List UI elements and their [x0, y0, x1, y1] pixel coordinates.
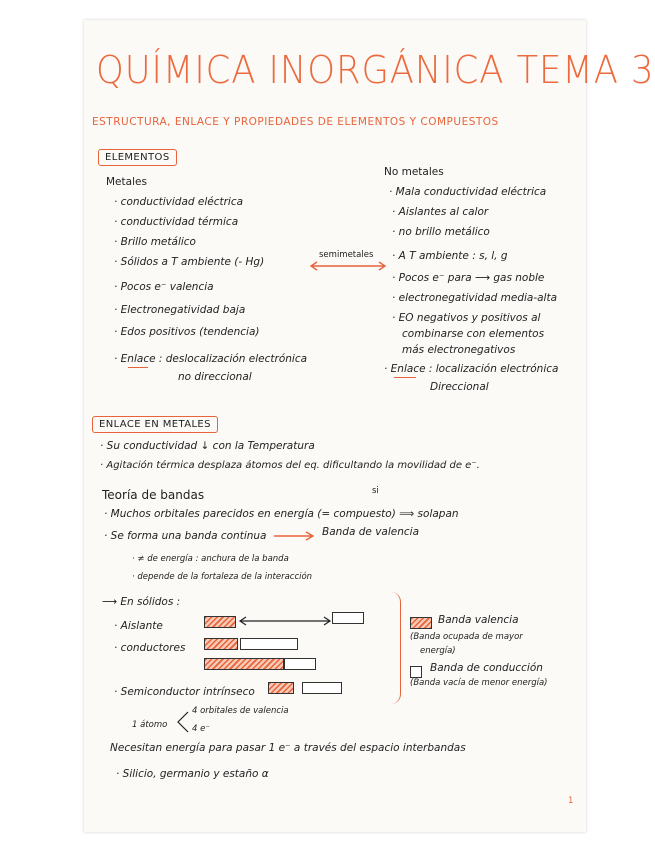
no-metales-enlace-line2: Direccional	[430, 381, 489, 393]
no-metales-item: combinarse con elementos	[402, 328, 545, 340]
no-metales-item: · Aislantes al calor	[392, 206, 489, 218]
enlace-metales-line: · Agitación térmica desplaza átomos del eq. dificultando la movilidad de e⁻.	[100, 460, 480, 471]
bandas-item: · Se forma una banda continua	[104, 530, 267, 542]
metales-enlace	[114, 353, 307, 365]
page-number: 1	[568, 796, 574, 806]
no-metales-item: · A T ambiente : s, l, g	[392, 250, 508, 262]
footer-line: · Silicio, germanio y estaño α	[116, 768, 269, 780]
metales-item: · conductividad térmica	[114, 216, 239, 228]
conductor-overlap-band	[204, 658, 284, 670]
metales-item: · Brillo metálico	[114, 236, 196, 248]
metales-item: · conductividad eléctrica	[114, 196, 244, 208]
aislante-label: · Aislante	[114, 620, 163, 632]
no-metales-item: · Mala conductividad eléctrica	[389, 186, 547, 198]
teoria-bandas-heading: Teoría de bandas	[102, 488, 205, 502]
atomo-electrones: 4 e⁻	[192, 724, 210, 734]
underline-mark	[128, 367, 148, 368]
atomo-label: 1 átomo	[132, 720, 168, 730]
no-metales-item: · EO negativos y positivos al	[392, 312, 541, 324]
banda-valencia-label: Banda de valencia	[322, 526, 419, 538]
legend-valencia-desc: (Banda ocupada de mayor	[410, 632, 523, 642]
semiconductor-conduction-band	[302, 682, 342, 694]
metales-item: · Edos positivos (tendencia)	[114, 326, 260, 338]
section-enlace-metales: ENLACE EN METALES	[92, 416, 218, 433]
metales-enlace-line2: no direccional	[178, 371, 252, 383]
semiconductor-label: · Semiconductor intrínseco	[114, 686, 255, 698]
page-subtitle: ESTRUCTURA, ENLACE Y PROPIEDADES DE ELEMENTOS Y COMPUESTOS	[92, 116, 499, 128]
bandas-subitem: · depende de la fortaleza de la interacción	[132, 572, 313, 582]
bandas-subitem: · ≠ de energía : anchura de la banda	[132, 554, 289, 564]
legend-brace	[390, 592, 401, 704]
band-gap-arrow-icon	[238, 615, 332, 627]
no-metales-enlace-line1: · Enlace : localización electrónica	[384, 363, 559, 375]
section-elementos: ELEMENTOS	[98, 149, 177, 166]
bandas-item: · Muchos orbitales parecidos en energía (= compuesto) ⟹ solapan	[104, 508, 459, 520]
aislante-valence-band	[204, 616, 236, 628]
legend-conduccion: Banda de conducción	[430, 662, 543, 674]
no-metales-item: · Pocos e⁻ para ⟶ gas noble	[392, 272, 545, 284]
branch-icon	[176, 710, 190, 734]
no-metales-heading: No metales	[384, 166, 444, 178]
no-metales-item: · no brillo metálico	[392, 226, 490, 238]
conductor-conduction-band-2	[284, 658, 316, 670]
double-arrow-icon	[308, 260, 388, 272]
conductor-conduction-band-1	[240, 638, 298, 650]
legend-valence-swatch	[410, 617, 432, 629]
conductor-valence-band-1	[204, 638, 238, 650]
arrow-right-icon	[272, 530, 316, 542]
metales-item: · Sólidos a T ambiente (- Hg)	[114, 256, 265, 268]
legend-conduction-swatch	[410, 666, 422, 678]
metales-enlace-line1: · Enlace : deslocalización electrónica	[114, 353, 308, 365]
no-metales-item: más electronegativos	[402, 344, 516, 356]
semimetales-label: semimetales	[319, 250, 374, 260]
aislante-conduction-band	[332, 612, 364, 624]
enlace-metales-line: · Su conductividad ↓ con la Temperatura	[100, 440, 315, 452]
underline-mark	[394, 377, 416, 378]
atomo-orbitales: 4 orbitales de valencia	[192, 706, 289, 716]
legend-valencia: Banda valencia	[438, 614, 519, 626]
semiconductor-valence-band	[268, 682, 294, 694]
si-note: si	[372, 486, 379, 496]
notebook-page	[84, 20, 655, 832]
no-metales-item: · electronegatividad media-alta	[392, 292, 558, 304]
legend-conduccion-desc: (Banda vacía de menor energía)	[410, 678, 548, 688]
legend-valencia-desc: energía)	[420, 646, 456, 656]
page-title: QUÍMICA INORGÁNICA TEMA 3	[96, 48, 655, 92]
metales-item: · Pocos e⁻ valencia	[114, 281, 214, 293]
metales-heading: Metales	[106, 176, 147, 188]
footer-line: Necesitan energía para pasar 1 e⁻ a través del espacio interbandas	[110, 742, 466, 754]
conductores-label: · conductores	[114, 642, 186, 654]
en-solidos-label: ⟶ En sólidos :	[102, 596, 181, 608]
metales-item: · Electronegatividad baja	[114, 304, 246, 316]
